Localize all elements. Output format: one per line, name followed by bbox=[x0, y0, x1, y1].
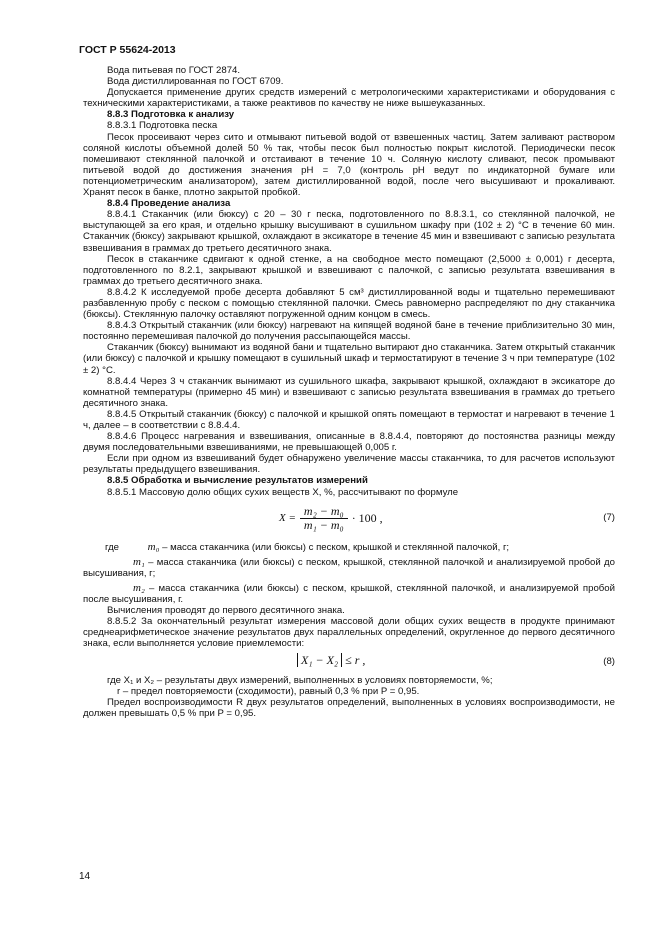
equation-number: (7) bbox=[603, 511, 615, 523]
paragraph: Вычисления проводят до первого десятичного знака. bbox=[107, 605, 345, 617]
paragraph: Вода питьевая по ГОСТ 2874. bbox=[107, 65, 241, 76]
document-header: ГОСТ Р 55624-2013 bbox=[79, 44, 176, 56]
formula-expression bbox=[297, 652, 366, 667]
paragraph: Песок просеивают через сито и отмывают питьевой водой от взвешенных частиц. Затем заливают раствором соляной кислоты объемной долей 50 % так, чтобы песок был полностью покрыт кислотой. Периодически песок помешивают стеклянной палочкой и отстаивают в течение 10 ч. Соляную кислоту сливают, песок промывают питьевой водой до достижения значения pH = 7,0 (контроль pH ведут по индикаторной бумаге или потенциометрическим анализатором), затем дистиллированной водой, после чего высушивают и прокаливают. Хранят песок в банке, плотно закрытой пробкой. bbox=[83, 131, 615, 199]
paragraph: 8.8.4.1 Стаканчик (или бюксу) с 20 – 30 г песка, подготовленного по 8.8.3.1, со стеклянной палочкой, не выступающей за его края, и отдельно крышку высушивают в сушильном шкафу при (102 ± 2) °C в течение 60 мин. Стаканчик (бюксу) закрывают крышкой, охлаждают в эксикаторе в течение 45 мин и взвешивают с записью результата взвешивания в граммах до третьего десятичного знака. bbox=[83, 209, 615, 254]
variable-definition bbox=[83, 542, 615, 553]
formula-fraction bbox=[300, 506, 348, 531]
section-heading: 8.8.4 Проведение анализа bbox=[107, 198, 231, 210]
paragraph: Вода дистиллированная по ГОСТ 6709. bbox=[107, 76, 284, 88]
formula-expression bbox=[279, 502, 383, 536]
formula-tail: · 100 , bbox=[351, 511, 383, 526]
equation-number: (8) bbox=[603, 655, 615, 667]
paragraph: 8.8.4.2 К исследуемой пробе десерта добавляют 5 см³ дистиллированной воды и тщательно перемешивают разбавленную пробу с песком с помощью стеклянной палочки. Смесь равномерно распределяют по дну стаканчика (бюксы). Стеклянную палочку оставляют погруженной одним концом в смесь. bbox=[83, 286, 615, 321]
formula-tail: ≤ r , bbox=[345, 652, 366, 667]
variable-symbol: m₂ bbox=[133, 581, 145, 594]
variable-symbol: m₀ bbox=[147, 540, 160, 553]
paragraph: 8.8.4.6 Процесс нагревания и взвешивания, описанные в 8.8.4.4, повторяют до постоянства разницы между двумя последовательными взвешиваниями, не превышающей 0,005 г. bbox=[83, 431, 615, 454]
paragraph: 8.8.5.1 Массовую долю общих сухих веществ X, %, рассчитывают по формуле bbox=[107, 486, 459, 498]
paragraph: r – предел повторяемости (сходимости), равный 0,3 % при P = 0,95. bbox=[117, 685, 420, 697]
formula-7 bbox=[83, 502, 615, 536]
formula-denominator: m₁ − m₀ bbox=[303, 518, 344, 533]
paragraph: Допускается применение других средств измерений с метрологическими характеристиками и оборудования с техническими характеристиками, а также реактивов по качеству не ниже вышеуказанных. bbox=[83, 87, 615, 110]
paragraph: Песок в стаканчике сдвигают к одной стенке, а на свободное место помещают (2,5000 ± 0,001) г десерта, подготовленного по 8.2.1, закрывают крышкой и взвешивают с палочкой, с записью результата взвешивания в граммах до третьего десятичного знака. bbox=[83, 253, 615, 287]
variable-definition bbox=[83, 583, 615, 605]
document-body bbox=[83, 65, 615, 719]
section-heading: 8.8.3 Подготовка к анализу bbox=[107, 109, 235, 121]
paragraph: 8.8.5.2 За окончательный результат измерения массовой доли общих сухих веществ в продукте принимают среднеарифметическое значение результатов двух параллельных определений, округленное до первого десятичного знака, если выполняется условие приемлемости: bbox=[83, 616, 615, 650]
variable-symbol: m₁ bbox=[133, 555, 145, 568]
paragraph: где X₁ и X₂ – результаты двух измерений, выполненных в условиях повторяемости, %; bbox=[107, 674, 493, 686]
formula-abs: X₁ − X₂ bbox=[297, 653, 342, 667]
paragraph: Стаканчик (бюксу) вынимают из водяной бани и тщательно вытирают дно стаканчика. Затем открытый стаканчик (или бюксу) с палочкой и крышку помещают в сушильный шкаф и термостатируют в течение 3 ч при температуре (102 ± 2) °C. bbox=[83, 342, 615, 376]
formula-numerator: m₂ − m₀ bbox=[300, 506, 348, 519]
variable-definition bbox=[83, 557, 615, 579]
paragraph: 8.8.4.4 Через 3 ч стаканчик вынимают из сушильного шкафа, закрывают крышкой, охлаждают в эксикаторе до комнатной температуры (примерно 45 мин) и взвешивают с записью результата взвешивания в граммах до третьего десятичного знака. bbox=[83, 375, 615, 409]
page-number: 14 bbox=[79, 871, 91, 882]
variable-description: – масса стаканчика (или бюксы) с песком, крышкой, стеклянной палочкой, и анализируемой пробой после высушивания, г. bbox=[83, 582, 615, 606]
paragraph: Если при одном из взвешиваний будет обнаружено увеличение массы стаканчика, то для расчетов используют результаты предыдущего взвешивания. bbox=[83, 453, 615, 476]
variable-description: – масса стаканчика (или бюксы) с песком, крышкой, стеклянной палочкой и анализируемой пробой до высушивания, г; bbox=[83, 556, 615, 579]
paragraph: 8.8.4.3 Открытый стаканчик (или бюксу) нагревают на кипящей водяной бане в течение приблизительно 30 мин, постоянно перемешивая палочкой до получения рассыпающейся массы. bbox=[83, 320, 615, 343]
subsection-heading: 8.8.3.1 Подготовка песка bbox=[107, 120, 218, 132]
where-label: где bbox=[105, 541, 120, 553]
paragraph: Предел воспроизводимости R двух результатов определений, выполненных в условиях воспроизводимости, не должен превышать 0,5 % при P = 0,95. bbox=[83, 696, 615, 719]
formula-lhs: X = bbox=[279, 512, 296, 525]
section-heading: 8.8.5 Обработка и вычисление результатов измерений bbox=[107, 475, 368, 487]
paragraph: 8.8.4.5 Открытый стаканчик (бюксу) с палочкой и крышкой опять помещают в термостат и нагревают в течение 1 ч, далее – в соответствии с 8.8.4.4. bbox=[83, 408, 615, 431]
formula-8 bbox=[83, 653, 615, 673]
variable-description: – масса стаканчика (или бюксы) с песком, крышкой и стеклянной палочкой, г; bbox=[162, 541, 510, 553]
